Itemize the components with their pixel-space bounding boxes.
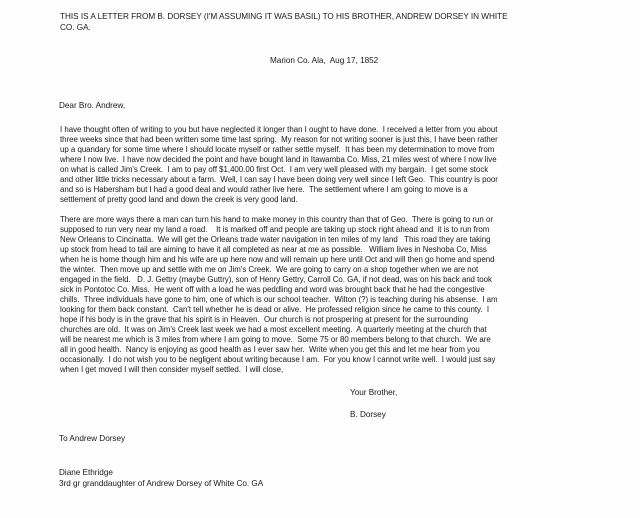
paragraph-line: occasionally. I do not wish you to be negligent about writing because I am. For you know I cannot write well. I would just say xyxy=(60,355,496,364)
paragraph-line: all in good health. Nancy is enjoying as good health as I ever saw her. Write when you get this and let me hear from you xyxy=(60,345,480,354)
paragraph-line: supposed to run very near my land a road. It is marked off and people are taking up stock right ahead and it is to run from xyxy=(60,225,490,234)
paragraph-line: chills. Three individuals have gone to him, one of which is our school teacher. Wilton (?) is teaching during his absense. I am xyxy=(60,295,498,304)
paragraph-line: churches are old. It was on Jim's Creek last week we had a most excellent meeting. A quarterly meeting at the church that xyxy=(60,325,487,334)
dateline: Marion Co. Ala, Aug 17, 1852 xyxy=(270,56,379,65)
paragraph-line: where I now live. I have now decided the point and have bought land in Itawamba Co. Miss, 21 miles west of where I now live xyxy=(60,155,497,164)
addressee: To Andrew Dorsey xyxy=(59,434,126,443)
transcriber-name: Diane Ethridge xyxy=(59,468,113,477)
header-line-1: THIS IS A LETTER FROM B. DORSEY (I'M ASSUMING IT WAS BASIL) TO HIS BROTHER, ANDREW DORSEY IN WHITE xyxy=(60,12,508,21)
paragraph-line: sick in Pontotoc Co. Miss. He went off with a load he was peddling and word was brought back that he had the congestive xyxy=(60,285,485,294)
paragraph-line: I have thought often of writing to you but have neglected it longer than I ought to have done. I received a letter from you about xyxy=(60,125,498,134)
paragraph-line: hope if his body is in the grave that his spirit is in Heaven. Our church is not prospering at present for the surrounding xyxy=(60,315,469,324)
paragraph-line: three weeks since that had been written some time last spring. My reason for not writing sooner is just this, I have been rather xyxy=(60,135,498,144)
transcriber-relation: 3rd gr granddaughter of Andrew Dorsey of White Co. GA xyxy=(59,479,264,488)
paragraph-line: and so is Habersham but I had a good deal and would rather live here. The settlement where I am going to move is a xyxy=(60,185,468,194)
paragraph-line: There are more ways there a man can turn his hand to make money in this country than that of Geo. There is going to run or xyxy=(60,215,493,224)
paragraph-line: when I get moved I will then consider myself settled. I will close, xyxy=(60,365,284,374)
signature: B. Dorsey xyxy=(350,410,386,419)
paragraph-line: the winter. Then move up and settle with me on Jim's Creek. We are going to carry on a shop together when we are not xyxy=(60,265,479,274)
paragraph-line: up stock from head to tail are aiming to have it all completed as near at me as possible. William lives in Neshoba Co, Miss xyxy=(60,245,487,254)
paragraph-line: when he is home though him and his wife are up here now and will remain up here until Oct and will then go home and spend xyxy=(60,255,495,264)
paragraph-line: and other little tricks necessary about a farm. Well, I can say I have been doing very well since I left Geo. This country is poor xyxy=(60,175,498,184)
paragraph-line: will be nearest me which is 3 miles from where I am going to move. Some 75 or 80 members belong to that church. We are xyxy=(60,335,491,344)
header-line-2: CO. GA. xyxy=(60,23,91,32)
salutation: Dear Bro. Andrew, xyxy=(59,101,126,110)
paragraph-line: up a quandary for some time where I should locate myself or rather settle myself. It has been my determination to move from xyxy=(60,145,495,154)
paragraph-line: New Orleans to Cincinatta. We will get the Orleans trade water navigation in ten miles of my land This road they are taking xyxy=(60,235,491,244)
paragraph-line: settlement of pretty good land and down the creek is very good land. xyxy=(60,195,298,204)
paragraph-line: engaged in the field. D. J. Gettry (maybe Guttry), son of Henry Gettry, Carroll Co. GA, if not dead, was on his back and took xyxy=(60,275,492,284)
valediction: Your Brother, xyxy=(350,388,398,397)
paragraph-line: looking for them back constant. Can't tell whether he is dead or alive. He professed religion since he came to this county. I xyxy=(60,305,490,314)
paragraph-line: on what is called Jim's Creek. I am to pay off $1,400.00 first Oct. I am very well pleased with my bargain. I get some stock xyxy=(60,165,489,174)
